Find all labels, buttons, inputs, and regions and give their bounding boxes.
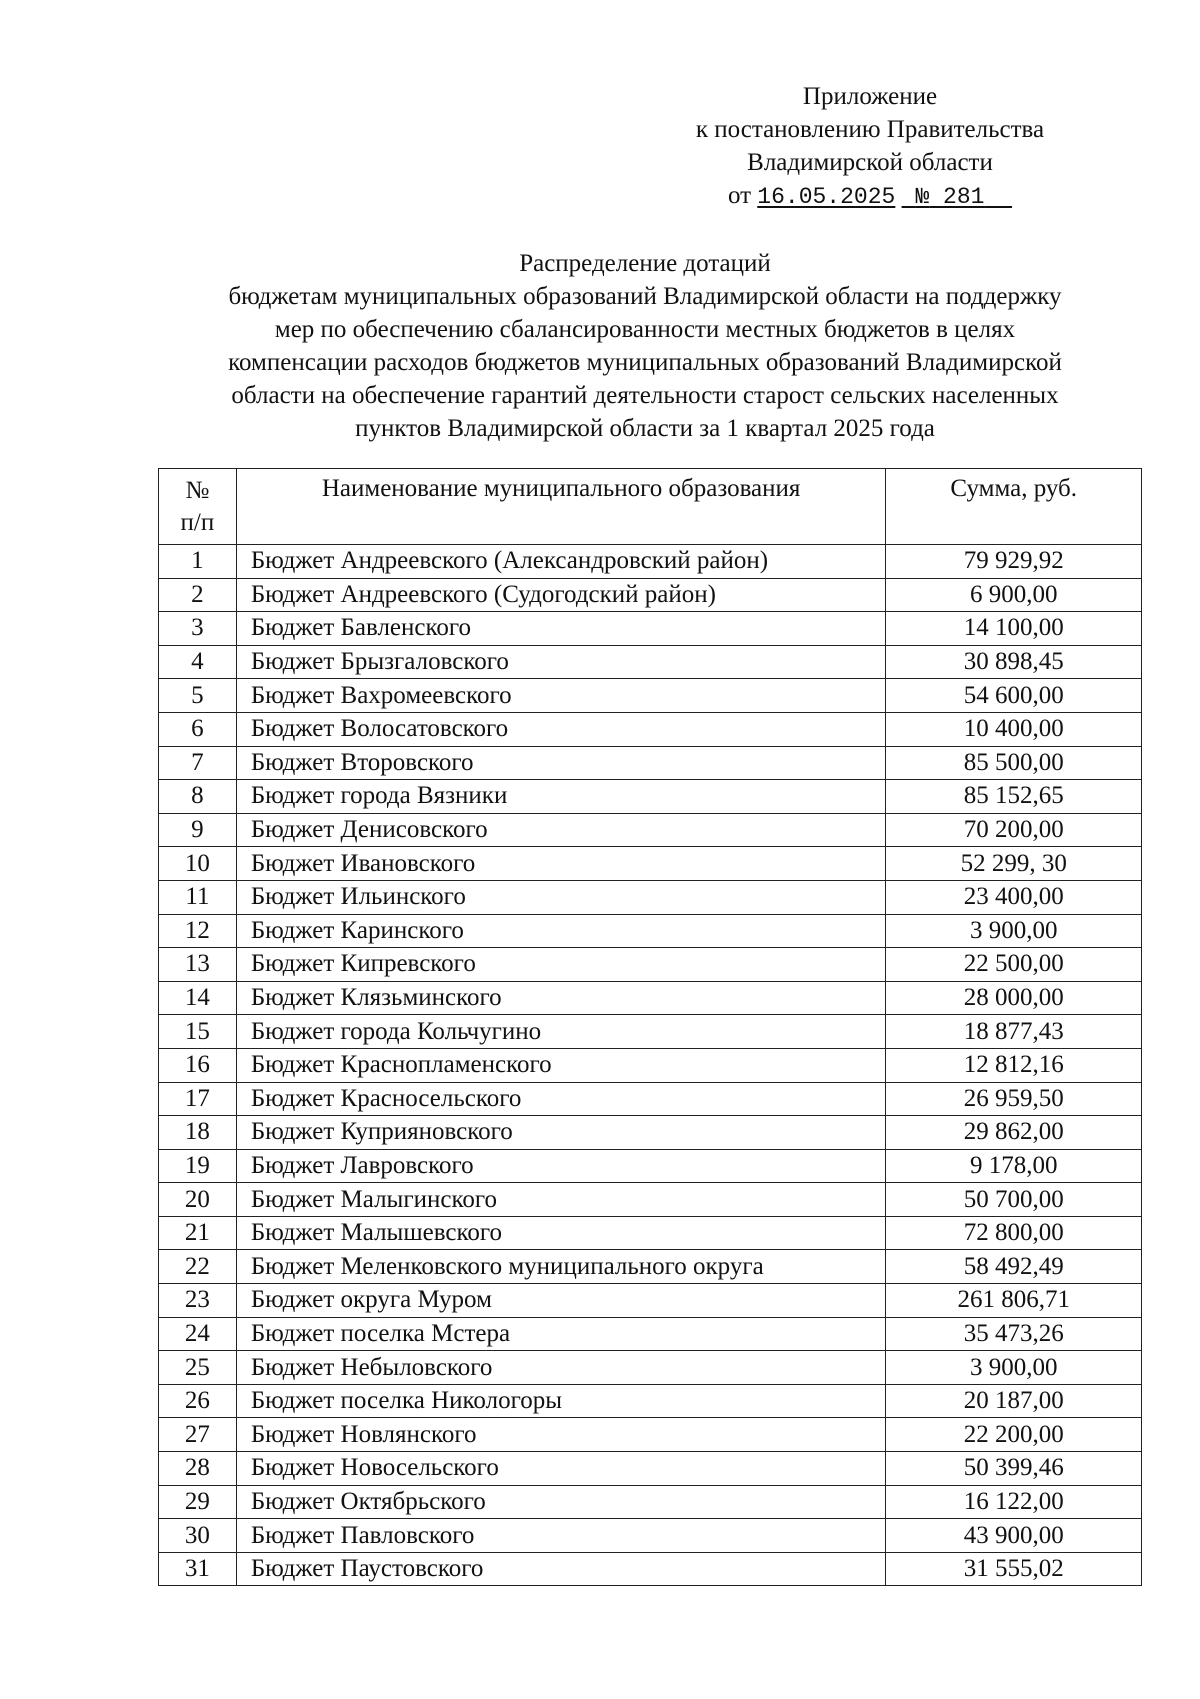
table-row [159, 1116, 1142, 1150]
subsidy-amount: 28 000,00 [886, 981, 1142, 1015]
row-number: 19 [159, 1149, 237, 1183]
title-line-2: бюджетам муниципальных образований Владимирской области на поддержку [228, 283, 1062, 310]
subsidy-amount: 23 400,00 [886, 880, 1142, 914]
table-row [159, 1452, 1142, 1486]
row-number: 13 [159, 948, 237, 982]
table-row [159, 545, 1142, 579]
table-row [159, 1082, 1142, 1116]
table-row [159, 1216, 1142, 1250]
row-number: 17 [159, 1082, 237, 1116]
row-number: 10 [159, 847, 237, 881]
appendix-region: Владимирской области [747, 149, 993, 176]
subsidy-amount: 35 473,26 [886, 1317, 1142, 1351]
municipality-name: Бюджет Второвского [236, 746, 886, 780]
subsidy-amount: 72 800,00 [886, 1216, 1142, 1250]
subsidy-amount: 22 500,00 [886, 948, 1142, 982]
table-row [159, 880, 1142, 914]
table-row [159, 578, 1142, 612]
municipality-name: Бюджет Малышевского [236, 1216, 886, 1250]
date-prefix: от [727, 182, 752, 209]
municipality-name: Бюджет Денисовского [236, 813, 886, 847]
row-number: 6 [159, 712, 237, 746]
row-number: 16 [159, 1048, 237, 1082]
title-line-3: мер по обеспечению сбалансированности местных бюджетов в целях [274, 316, 1016, 343]
subsidy-table [158, 468, 1142, 1586]
decree-number: 281 [943, 184, 985, 210]
row-number: 24 [159, 1317, 237, 1351]
row-number: 25 [159, 1351, 237, 1385]
subsidy-amount: 50 399,46 [886, 1452, 1142, 1486]
table-row [159, 914, 1142, 948]
row-number: 18 [159, 1116, 237, 1150]
municipality-name: Бюджет Новлянского [236, 1418, 886, 1452]
table-row [159, 1149, 1142, 1183]
subsidy-amount: 9 178,00 [886, 1149, 1142, 1183]
municipality-name: Бюджет Клязьминского [236, 981, 886, 1015]
header-name: Наименование муниципального образования [236, 469, 886, 545]
table-row [159, 1048, 1142, 1082]
table-row [159, 847, 1142, 881]
subsidy-amount: 79 929,92 [886, 545, 1142, 579]
table-row [159, 1317, 1142, 1351]
table-row [159, 1552, 1142, 1586]
subsidy-amount: 10 400,00 [886, 712, 1142, 746]
header-sum: Сумма, руб. [886, 469, 1142, 545]
subsidy-amount: 70 200,00 [886, 813, 1142, 847]
table-row [159, 679, 1142, 713]
municipality-name: Бюджет Каринского [236, 914, 886, 948]
header-number-line-2: п/п [180, 509, 215, 536]
municipality-name: Бюджет Малыгинского [236, 1183, 886, 1217]
row-number: 11 [159, 880, 237, 914]
subsidy-amount: 43 900,00 [886, 1519, 1142, 1553]
subsidy-amount: 29 862,00 [886, 1116, 1142, 1150]
table-body [159, 545, 1142, 1586]
subsidy-amount: 26 959,50 [886, 1082, 1142, 1116]
subsidy-amount: 31 555,02 [886, 1552, 1142, 1586]
row-number: 28 [159, 1452, 237, 1486]
title-line-4: компенсации расходов бюджетов муниципальных образований Владимирской [228, 349, 1062, 376]
title-line-5: области на обеспечение гарантий деятельности старост сельских населенных [231, 382, 1059, 409]
table-row [159, 1015, 1142, 1049]
subsidy-amount: 12 812,16 [886, 1048, 1142, 1082]
subsidy-amount: 18 877,43 [886, 1015, 1142, 1049]
municipality-name: Бюджет Лавровского [236, 1149, 886, 1183]
table-row [159, 1250, 1142, 1284]
row-number: 15 [159, 1015, 237, 1049]
table-row [159, 1418, 1142, 1452]
row-number: 2 [159, 578, 237, 612]
table-row [159, 1183, 1142, 1217]
municipality-name: Бюджет Ивановского [236, 847, 886, 881]
decree-number-label: № [915, 184, 930, 210]
row-number: 27 [159, 1418, 237, 1452]
row-number: 20 [159, 1183, 237, 1217]
table-header-row [159, 469, 1142, 545]
municipality-name: Бюджет Андреевского (Судогодский район) [236, 578, 886, 612]
appendix-date-line [640, 179, 1100, 214]
row-number: 14 [159, 981, 237, 1015]
table-row [159, 746, 1142, 780]
table-row [159, 1519, 1142, 1553]
municipality-name: Бюджет Брызгаловского [236, 645, 886, 679]
row-number: 3 [159, 612, 237, 646]
table-row [159, 948, 1142, 982]
row-number: 12 [159, 914, 237, 948]
subsidy-amount: 50 700,00 [886, 1183, 1142, 1217]
subsidy-amount: 14 100,00 [886, 612, 1142, 646]
title-line-6: пунктов Владимирской области за 1 квартал 2025 года [355, 415, 935, 442]
municipality-name: Бюджет Вахромеевского [236, 679, 886, 713]
municipality-name: Бюджет Бавленского [236, 612, 886, 646]
row-number: 30 [159, 1519, 237, 1553]
row-number: 8 [159, 780, 237, 814]
municipality-name: Бюджет Паустовского [236, 1552, 886, 1586]
table-row [159, 1384, 1142, 1418]
subsidy-amount: 85 500,00 [886, 746, 1142, 780]
table-row [159, 813, 1142, 847]
subsidy-amount: 52 299, 30 [886, 847, 1142, 881]
municipality-name: Бюджет Волосатовского [236, 712, 886, 746]
decree-number-group [902, 184, 1012, 210]
appendix-decree-ref: к постановлению Правительства [695, 116, 1045, 143]
municipality-name: Бюджет поселка Мстера [236, 1317, 886, 1351]
municipality-name: Бюджет Меленковского муниципального округа [236, 1250, 886, 1284]
row-number: 31 [159, 1552, 237, 1586]
subsidy-amount: 54 600,00 [886, 679, 1142, 713]
header-number-line-1: № [185, 477, 210, 504]
table-row [159, 1485, 1142, 1519]
municipality-name: Бюджет поселка Никологоры [236, 1384, 886, 1418]
subsidy-amount: 85 152,65 [886, 780, 1142, 814]
row-number: 29 [159, 1485, 237, 1519]
title-line-1: Распределение дотаций [519, 250, 771, 277]
table-row [159, 612, 1142, 646]
subsidy-amount: 30 898,45 [886, 645, 1142, 679]
municipality-name: Бюджет Краснопламенского [236, 1048, 886, 1082]
row-number: 1 [159, 545, 237, 579]
subsidy-amount: 20 187,00 [886, 1384, 1142, 1418]
row-number: 7 [159, 746, 237, 780]
row-number: 5 [159, 679, 237, 713]
row-number: 9 [159, 813, 237, 847]
decree-date: 16.05.2025 [757, 184, 896, 210]
document-title [150, 247, 1140, 445]
municipality-name: Бюджет Красносельского [236, 1082, 886, 1116]
subsidy-amount: 16 122,00 [886, 1485, 1142, 1519]
municipality-name: Бюджет Кипревского [236, 948, 886, 982]
municipality-name: Бюджет Ильинского [236, 880, 886, 914]
table-row [159, 981, 1142, 1015]
table-row [159, 780, 1142, 814]
appendix-title: Приложение [802, 83, 938, 110]
subsidy-amount: 6 900,00 [886, 578, 1142, 612]
municipality-name: Бюджет Куприяновского [236, 1116, 886, 1150]
municipality-name: Бюджет округа Муром [236, 1284, 886, 1318]
municipality-name: Бюджет города Вязники [236, 780, 886, 814]
subsidy-amount: 22 200,00 [886, 1418, 1142, 1452]
appendix-header [640, 80, 1100, 214]
row-number: 4 [159, 645, 237, 679]
table-row [159, 645, 1142, 679]
table-row [159, 712, 1142, 746]
municipality-name: Бюджет Небыловского [236, 1351, 886, 1385]
subsidy-amount: 261 806,71 [886, 1284, 1142, 1318]
municipality-name: Бюджет Андреевского (Александровский район) [236, 545, 886, 579]
row-number: 22 [159, 1250, 237, 1284]
header-number [159, 469, 237, 545]
municipality-name: Бюджет города Кольчугино [236, 1015, 886, 1049]
subsidy-amount: 58 492,49 [886, 1250, 1142, 1284]
table-row [159, 1351, 1142, 1385]
table-row [159, 1284, 1142, 1318]
subsidy-amount: 3 900,00 [886, 1351, 1142, 1385]
subsidy-amount: 3 900,00 [886, 914, 1142, 948]
municipality-name: Бюджет Павловского [236, 1519, 886, 1553]
row-number: 21 [159, 1216, 237, 1250]
municipality-name: Бюджет Октябрьского [236, 1485, 886, 1519]
row-number: 23 [159, 1284, 237, 1318]
row-number: 26 [159, 1384, 237, 1418]
municipality-name: Бюджет Новосельского [236, 1452, 886, 1486]
